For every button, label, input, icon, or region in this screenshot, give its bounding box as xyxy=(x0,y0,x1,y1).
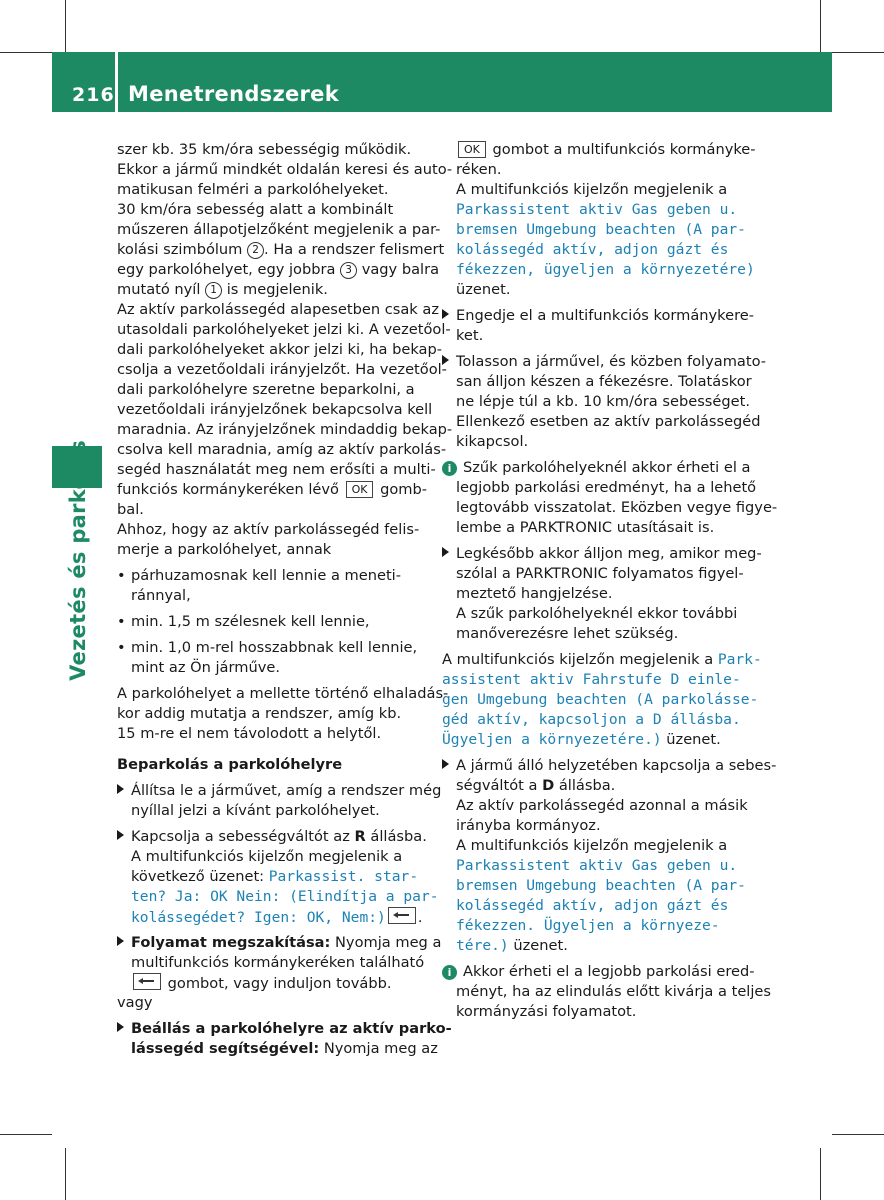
gear-letter: D xyxy=(542,777,555,794)
text-line: kormányzási folyamatot. xyxy=(456,1003,637,1020)
text-span: gomb- xyxy=(375,481,428,498)
text-span: mutató nyíl xyxy=(117,281,206,298)
display-message: tére.) xyxy=(456,937,509,954)
display-message: kolássegédet? Igen: OK, Nem:) xyxy=(131,909,386,926)
right-column xyxy=(442,140,778,1022)
text-line xyxy=(442,936,754,956)
callout-number-3: 3 xyxy=(340,262,357,279)
text-line: multifunkciós kormánykeréken található xyxy=(131,954,425,971)
left-column xyxy=(117,140,453,1059)
step-arrow-icon xyxy=(442,547,449,557)
info-note xyxy=(442,962,754,982)
text-line: merje a parkolóhelyet, annak xyxy=(117,541,332,558)
text-line: san álljon készen a fékezésre. Tolatáskor xyxy=(456,373,752,390)
text-line: irányba kormányoz. xyxy=(456,817,601,834)
crop-mark xyxy=(820,1148,821,1200)
text-span: is megjelenik. xyxy=(222,281,328,298)
crop-mark xyxy=(832,1134,884,1135)
text-span: Engedje el a multifunkciós kormánykere- xyxy=(456,307,755,324)
text-line: csolva kell maradnia, amíg az aktív parkolás- xyxy=(117,441,447,458)
text-line: 15 m-re el nem távolodott a helytől. xyxy=(117,725,382,742)
text-line: manőverezésre lehet szükség. xyxy=(456,625,679,642)
display-message: kolássegéd aktív, adjon gázt és xyxy=(456,241,729,258)
text-line: bal. xyxy=(117,501,144,518)
text-line: segéd használatát meg nem erősíti a multi- xyxy=(117,461,436,478)
back-key-icon xyxy=(388,907,416,924)
text-line: lembe a PARKTRONIC utasításait is. xyxy=(456,519,715,536)
display-message: Ügyeljen a környezetére.) xyxy=(442,731,662,748)
display-message: ten? Ja: OK Nein: (Elindítja a par- xyxy=(131,888,439,905)
side-tab-label: Vezetés és parkolás xyxy=(66,440,90,681)
crop-mark xyxy=(65,1148,66,1200)
step-label: Folyamat megszakítása: xyxy=(131,934,331,951)
text-line: kor addig mutatja a rendszer, amíg kb. xyxy=(117,705,402,722)
crop-mark xyxy=(832,52,884,53)
header-divider xyxy=(115,52,118,112)
text-line: A parkolóhelyet a mellette történő elhaladás- xyxy=(117,685,449,702)
text-line xyxy=(117,240,445,260)
text-span: üzenet. xyxy=(508,937,568,954)
step-arrow-icon xyxy=(117,1022,124,1032)
list-item xyxy=(117,612,429,632)
text-line: réken. xyxy=(456,161,502,178)
text-line: meztető hangjelzése. xyxy=(456,585,613,602)
text-span: Nyomja meg az xyxy=(319,1040,438,1057)
text-line: nyíllal jelzi a kívánt parkolóhelyet. xyxy=(131,802,380,819)
list-item xyxy=(117,638,429,658)
ok-key-icon: OK xyxy=(346,481,374,498)
display-message: fékezzen, ügyeljen a környezetére) xyxy=(456,261,755,278)
info-icon: i xyxy=(442,965,457,980)
text-span: ségváltót a xyxy=(456,777,543,794)
text-line: maradnia. Az irányjelzőnek mindaddig bekap- xyxy=(117,421,453,438)
text-line: ne lépje túl a kb. 10 km/óra sebességet. xyxy=(456,393,750,410)
text-line xyxy=(442,650,762,670)
step-item xyxy=(442,756,777,776)
info-note xyxy=(442,458,754,478)
bullet-dot: • xyxy=(117,639,126,656)
text-line xyxy=(442,140,754,160)
text-line: ményt, ha az elindulás előtt kivárja a teljes xyxy=(456,983,771,1000)
step-item xyxy=(117,933,442,953)
crop-mark xyxy=(0,52,52,53)
display-message: Parkassistent aktiv Gas geben u. xyxy=(456,857,738,874)
text-span: . Ha a rendszer felismert xyxy=(264,241,445,258)
text-line xyxy=(117,867,429,887)
text-span: párhuzamosnak kell lennie a meneti- xyxy=(131,567,401,584)
text-line: dali parkolóhelyre szeretne beparkolni, a xyxy=(117,381,415,398)
text-span: állásba. xyxy=(365,828,427,845)
text-line xyxy=(442,730,754,750)
text-line: Ellenkező esetben az aktív parkolássegéd xyxy=(456,413,761,430)
back-key-icon xyxy=(133,973,161,990)
text-span: állásba. xyxy=(554,777,616,794)
spacer xyxy=(117,744,429,755)
text-span: kolási szimbólum xyxy=(117,241,248,258)
text-span: funkciós kormánykeréken lévő xyxy=(117,481,344,498)
step-arrow-icon xyxy=(117,830,124,840)
text-span: Tolasson a járművel, és közben folyamato- xyxy=(456,353,767,370)
text-line: legtovább visszatolat. Eközben vegye figye- xyxy=(456,499,778,516)
text-line: vezetőoldali irányjelzőnek bekapcsolva kell xyxy=(117,401,433,418)
step-label: Beállás a parkolóhelyre az aktív parko- xyxy=(131,1020,452,1037)
text-line: mint az Ön járműve. xyxy=(131,659,280,676)
text-line: Az aktív parkolássegéd azonnal a másik xyxy=(456,797,748,814)
text-line: dali parkolóhelyeket akkor jelzi ki, ha bekap- xyxy=(117,341,443,358)
text-line xyxy=(442,776,754,796)
text-line: A multifunkciós kijelzőn megjelenik a xyxy=(456,181,728,198)
chapter-title: Menetrendszerek xyxy=(128,82,339,106)
text-span: Nyomja meg a xyxy=(330,934,442,951)
text-line xyxy=(117,887,439,907)
text-span: gombot a multifunkciós kormányke- xyxy=(487,141,756,158)
text-span: min. 1,0 m-rel hosszabbnak kell lennie, xyxy=(131,639,418,656)
text-line: Az aktív parkolássegéd alapesetben csak az xyxy=(117,301,440,318)
text-line xyxy=(117,907,429,927)
gear-letter: R xyxy=(354,828,366,845)
text-span: Kapcsolja a sebességváltót az xyxy=(131,828,355,845)
text-span: üzenet. xyxy=(661,731,721,748)
text-span: Akkor érheti el a legjobb parkolási ered- xyxy=(463,963,755,980)
text-line: legjobb parkolási eredményt, ha a lehető xyxy=(456,479,757,496)
text-span: . xyxy=(417,909,423,926)
callout-number-1: 1 xyxy=(205,282,222,299)
text-line xyxy=(117,480,429,500)
text-span: A multifunkciós kijelzőn megjelenik a xyxy=(442,651,718,668)
text-span: Legkésőbb akkor álljon meg, amikor meg- xyxy=(456,545,762,562)
text-span: Állítsa le a járművet, amíg a rendszer még xyxy=(131,782,442,799)
text-line: A szűk parkolóhelyeknél ekkor további xyxy=(456,605,738,622)
text-line: Ahhoz, hogy az aktív parkolássegéd felis- xyxy=(117,521,420,538)
step-item xyxy=(442,352,767,372)
callout-number-2: 2 xyxy=(247,242,264,259)
text-line: szer kb. 35 km/óra sebességig működik. xyxy=(117,141,412,158)
step-item xyxy=(117,1019,452,1039)
text-line: 30 km/óra sebesség alatt a kombinált xyxy=(117,201,394,218)
crop-mark xyxy=(65,0,66,52)
text-line xyxy=(117,260,440,280)
text-line: ket. xyxy=(456,327,484,344)
step-arrow-icon xyxy=(442,309,449,319)
text-span: A jármű álló helyzetében kapcsolja a sebes- xyxy=(456,757,777,774)
step-arrow-icon xyxy=(117,936,124,946)
text-span: egy parkolóhelyet, egy jobbra xyxy=(117,261,341,278)
text-line: szólal a PARKTRONIC folyamatos figyel- xyxy=(456,565,744,582)
display-message: Park- xyxy=(717,651,762,668)
step-item xyxy=(442,306,754,326)
text-line: A multifunkciós kijelzőn megjelenik a xyxy=(131,848,403,865)
step-arrow-icon xyxy=(442,759,449,769)
display-message: Parkassistent aktiv Gas geben u. xyxy=(456,201,738,218)
text-span: következő üzenet: xyxy=(131,868,269,885)
crop-mark xyxy=(820,0,821,52)
display-message: gen Umgebung beachten (A parkolásse- xyxy=(442,691,759,708)
page-number: 216 xyxy=(72,84,115,106)
bullet-dot: • xyxy=(117,567,126,584)
text-span: Szűk parkolóhelyeknél akkor érheti el a xyxy=(463,459,751,476)
step-item xyxy=(442,544,762,564)
display-message: bremsen Umgebung beachten (A par- xyxy=(456,221,746,238)
step-arrow-icon xyxy=(442,355,449,365)
crop-mark xyxy=(0,1134,52,1135)
section-heading: Beparkolás a parkolóhelyre xyxy=(117,756,343,773)
text-line: vagy xyxy=(117,994,153,1011)
display-message: géd aktív, kapcsoljon a D állásba. xyxy=(442,711,741,728)
display-message: bremsen Umgebung beachten (A par- xyxy=(456,877,746,894)
text-line: csolja a vezetőoldali irányjelzőt. Ha vezetőol- xyxy=(117,361,447,378)
text-span: min. 1,5 m szélesnek kell lennie, xyxy=(131,613,370,630)
info-icon: i xyxy=(442,461,457,476)
step-item xyxy=(117,781,442,801)
text-line: utasoldali parkolóhelyeket jelzi ki. A vezetőol- xyxy=(117,321,451,338)
list-item xyxy=(117,566,429,586)
text-line: matikusan felméri a parkolóhelyeket. xyxy=(117,181,389,198)
text-line: üzenet. xyxy=(456,281,511,298)
text-line xyxy=(117,973,429,993)
display-message: fékezzen. Ügyeljen a környeze- xyxy=(456,917,720,934)
display-message: Parkassist. star- xyxy=(268,868,419,885)
text-line: Ekkor a jármű mindkét oldalán keresi és auto- xyxy=(117,161,453,178)
text-line: kikapcsol. xyxy=(456,433,529,450)
text-span: vagy balra xyxy=(357,261,440,278)
step-arrow-icon xyxy=(117,784,124,794)
step-label: lássegéd segítségével: xyxy=(131,1040,320,1057)
display-message: kolássegéd aktív, adjon gázt és xyxy=(456,897,729,914)
text-line: műszeren állapotjelzőként megjelenik a par- xyxy=(117,221,441,238)
bullet-dot: • xyxy=(117,613,126,630)
text-line: ránnyal, xyxy=(131,587,191,604)
ok-key-icon: OK xyxy=(458,141,486,158)
text-span: gombot, vagy induljon tovább. xyxy=(163,975,392,992)
step-item xyxy=(117,827,429,847)
display-message: assistent aktiv Fahrstufe D einle- xyxy=(442,671,741,688)
text-line xyxy=(117,280,429,300)
text-line xyxy=(117,1039,438,1059)
text-line: A multifunkciós kijelzőn megjelenik a xyxy=(456,837,728,854)
